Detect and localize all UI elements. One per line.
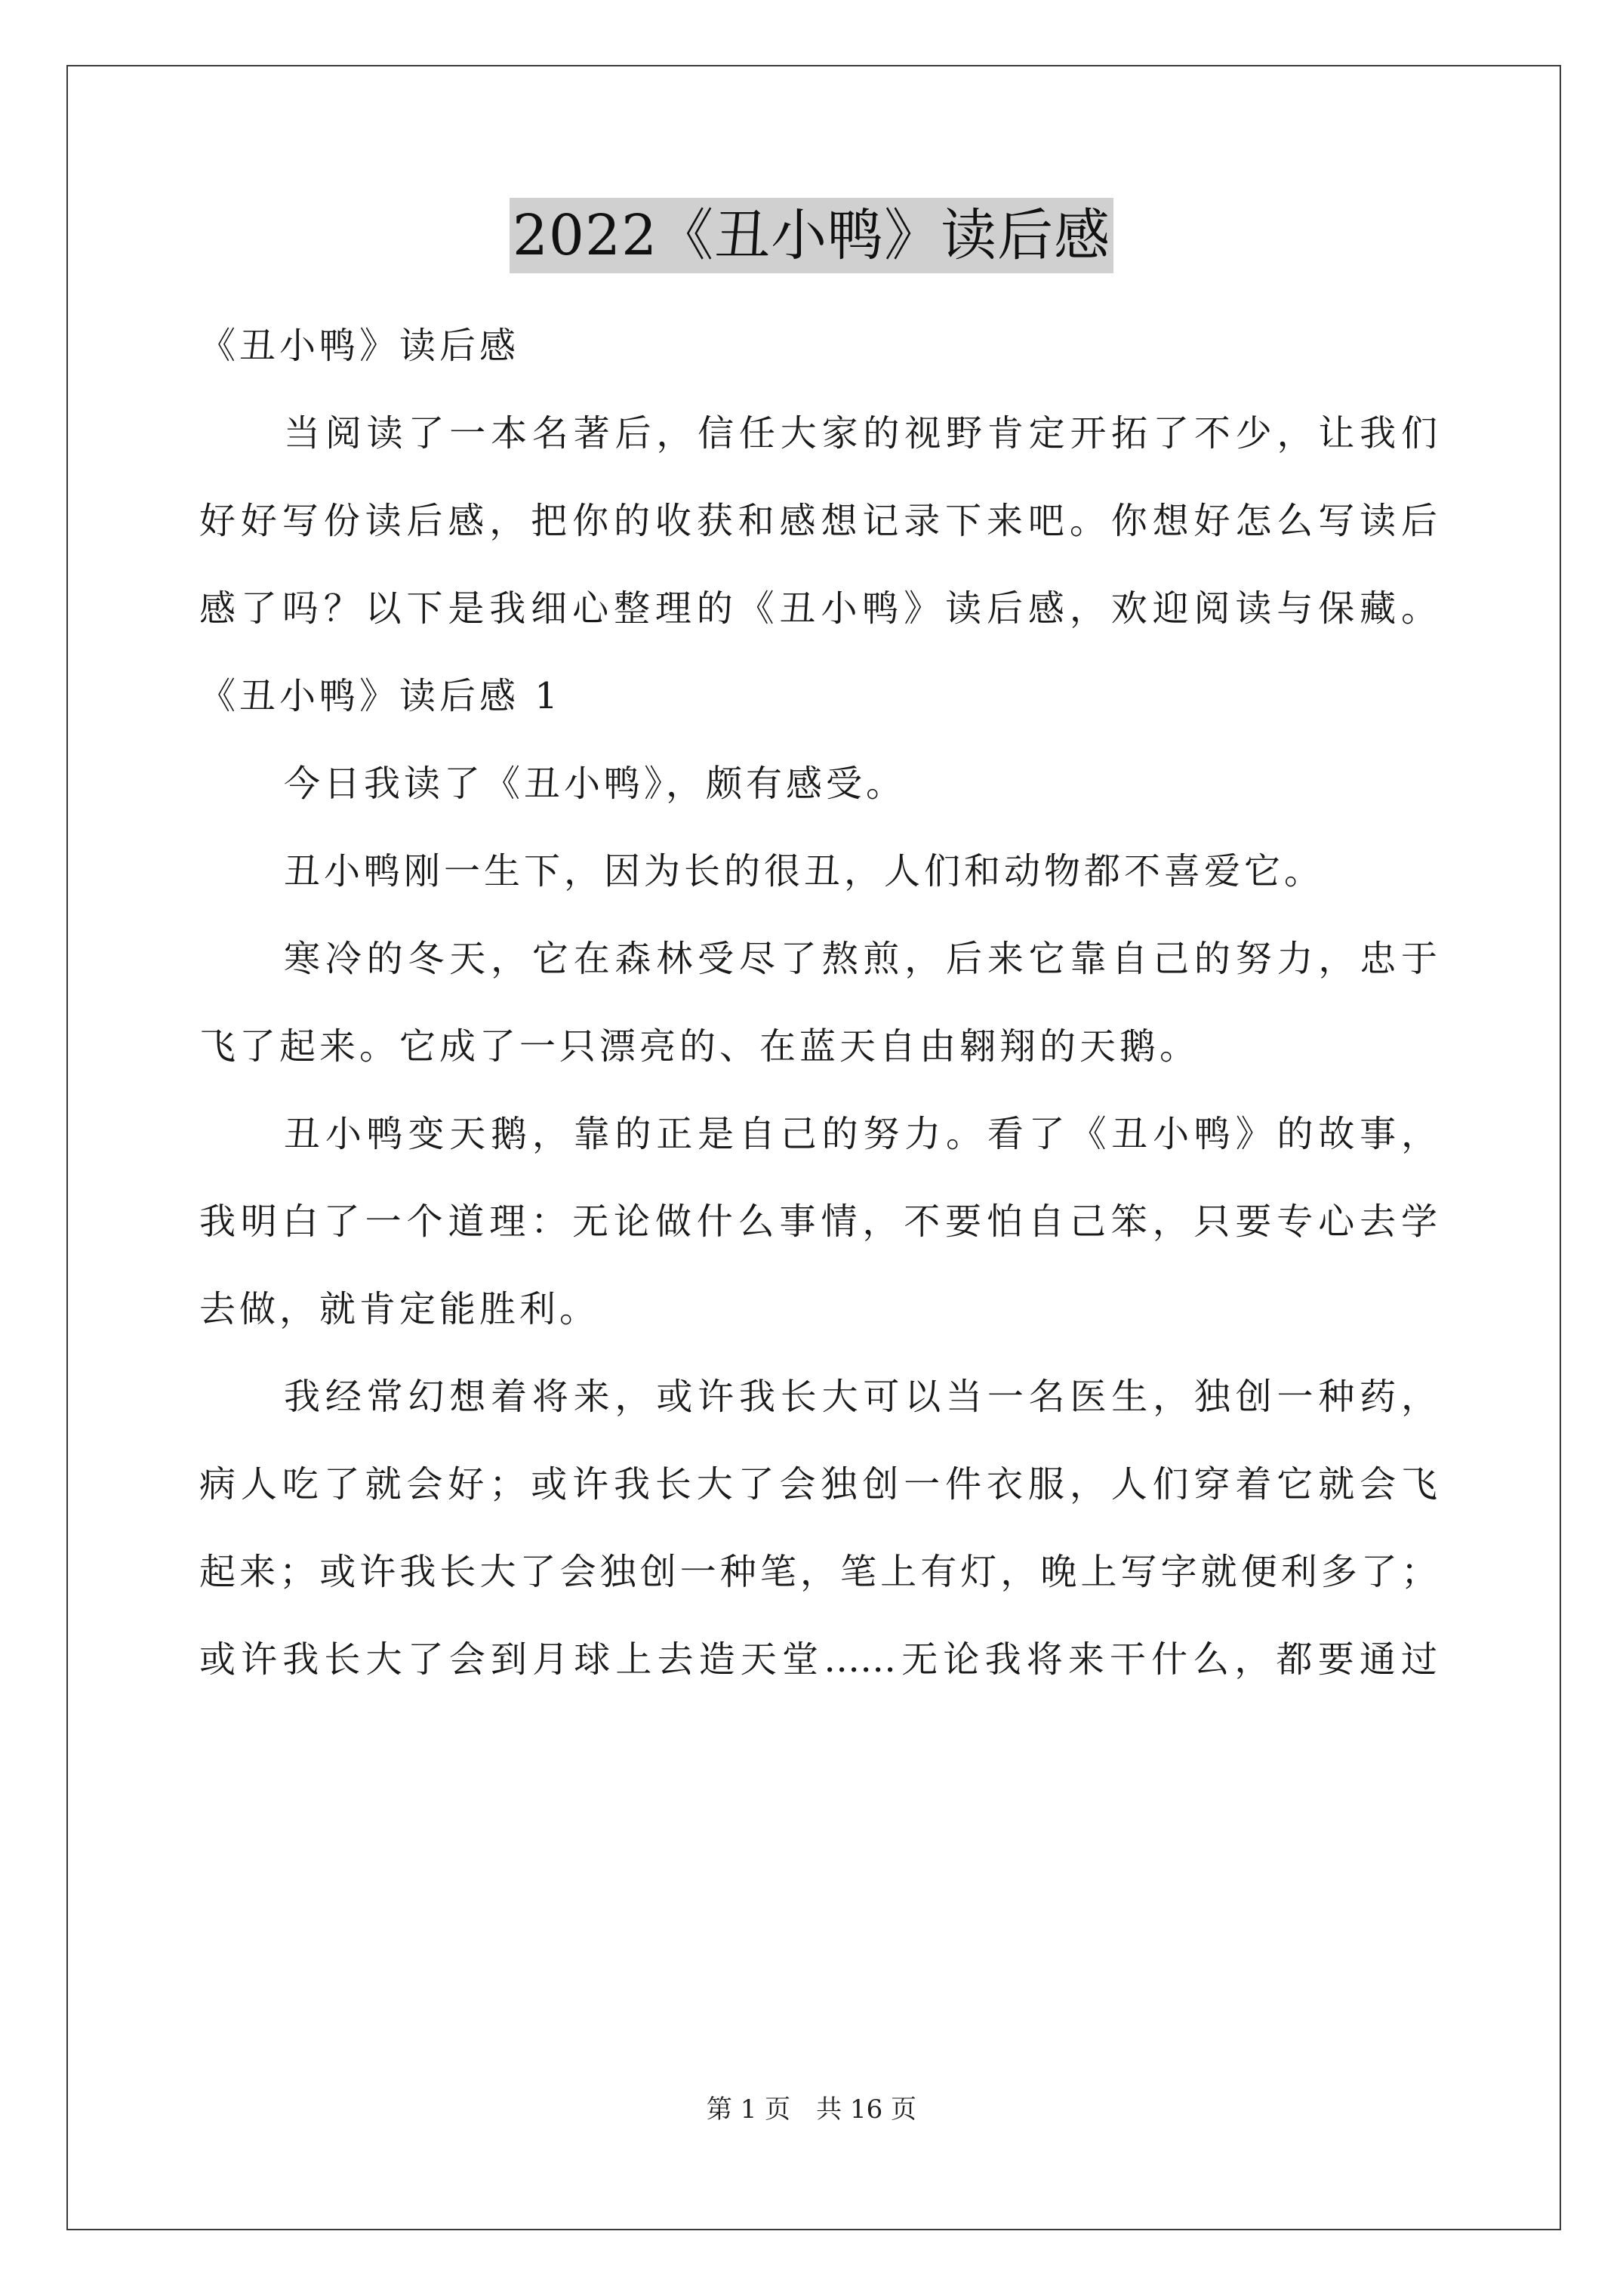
text-line — [199, 827, 1437, 915]
text-line-content: 病人吃了就会好；或许我长大了会独创一件衣服，人们穿着它就会飞 — [199, 1463, 1437, 1505]
title-container — [0, 198, 1623, 273]
text-line-content: 丑小鸭刚一生下，因为长的很丑，人们和动物都不喜爱它。 — [284, 850, 1325, 892]
text-line — [199, 1090, 1437, 1178]
text-line-content: 丑小鸭变天鹅，靠的正是自己的努力。看了《丑小鸭》的故事， — [284, 1113, 1437, 1155]
text-line-content: 去做，就肯定能胜利。 — [199, 1288, 600, 1330]
text-line-content: 《丑小鸭》读后感 1 — [199, 675, 562, 717]
text-line — [199, 1441, 1437, 1528]
text-line-content: 《丑小鸭》读后感 — [199, 325, 520, 367]
text-line — [199, 740, 1437, 827]
text-line — [199, 1178, 1437, 1265]
text-line — [199, 1265, 1437, 1353]
text-line — [199, 1528, 1437, 1616]
text-line — [199, 477, 1437, 565]
text-line-content: 当阅读了一本名著后，信任大家的视野肯定开拓了不少，让我们 — [284, 412, 1437, 455]
text-line-content: 我经常幻想着将来，或许我长大可以当一名医生，独创一种药， — [284, 1376, 1437, 1418]
text-line — [199, 302, 1437, 390]
text-line-content: 感了吗？以下是我细心整理的《丑小鸭》读后感，欢迎阅读与保藏。 — [199, 587, 1437, 630]
text-line — [199, 915, 1437, 1003]
page-number: 第 1 页 共 16 页 — [706, 2094, 917, 2125]
text-line — [199, 1003, 1437, 1090]
text-line — [199, 565, 1437, 652]
text-line-content: 我明白了一个道理：无论做什么事情，不要怕自己笨，只要专心去学 — [199, 1200, 1437, 1243]
text-line — [199, 1616, 1437, 1703]
text-line-content: 好好写份读后感，把你的收获和感想记录下来吧。你想好怎么写读后 — [199, 500, 1437, 542]
text-line-content: 今日我读了《丑小鸭》，颇有感受。 — [284, 763, 907, 805]
page-footer — [0, 2094, 1623, 2125]
text-line — [199, 652, 1437, 740]
text-line-content: 寒冷的冬天，它在森林受尽了熬煎，后来它靠自己的努力，忠于 — [284, 938, 1437, 980]
document-body — [199, 302, 1437, 1703]
text-line-content: 或许我长大了会到月球上去造天堂……无论我将来干什么，都要通过 — [199, 1638, 1437, 1681]
text-line-content: 飞了起来。它成了一只漂亮的、在蓝天自由翱翔的天鹅。 — [199, 1025, 1200, 1068]
text-line-content: 起来；或许我长大了会独创一种笔，笔上有灯，晚上写字就便利多了； — [199, 1551, 1437, 1593]
page-title: 2022《丑小鸭》读后感 — [510, 198, 1113, 273]
text-line — [199, 390, 1437, 477]
text-line — [199, 1353, 1437, 1441]
